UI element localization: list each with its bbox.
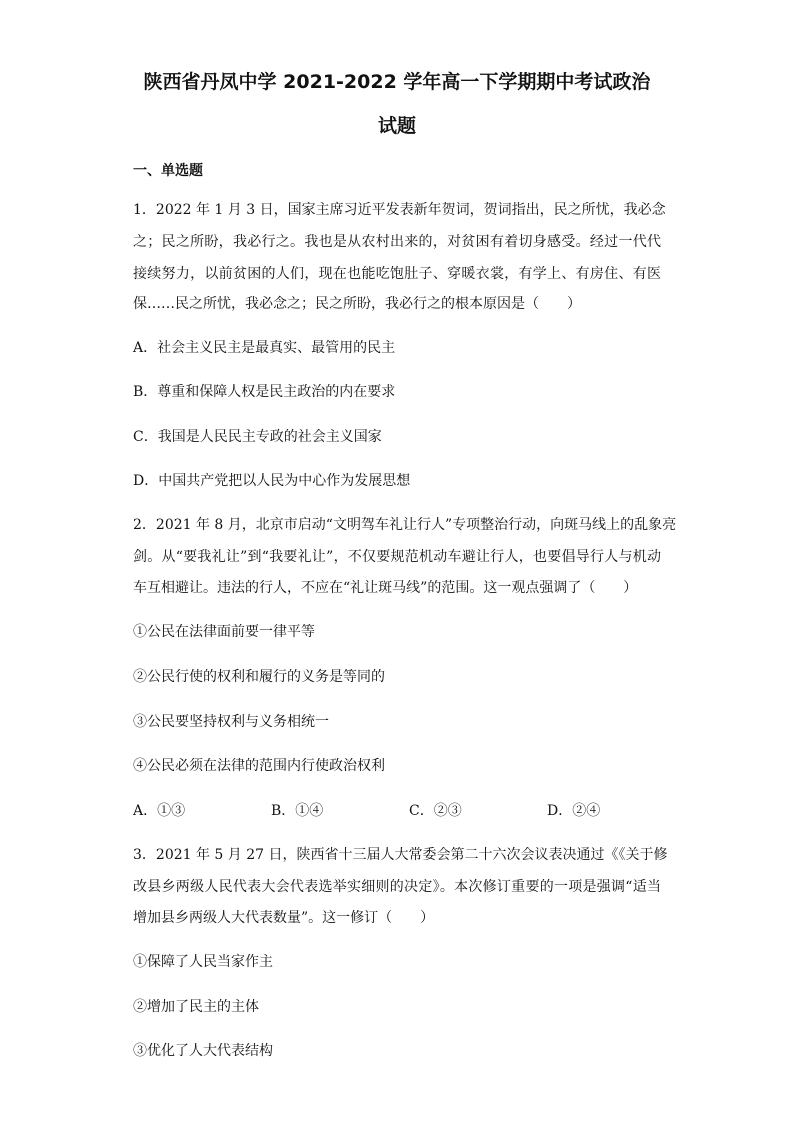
q1-option-d: D．中国共产党把以人民为中心作为发展思想 bbox=[133, 473, 411, 489]
doc-title-line2: 试题 bbox=[377, 115, 416, 137]
q2-stem-line: 车互相避让。违法的行人，不应在“礼让斑马线”的范围。这一观点强调了（ ） bbox=[133, 580, 638, 596]
q1-option-b: B．尊重和保障人权是民主政治的内在要求 bbox=[133, 384, 396, 400]
q3-statement-3: ③优化了人大代表结构 bbox=[133, 1043, 273, 1059]
q1-stem-line: 之；民之所盼，我必行之。我也是从农村出来的，对贫困有着切身感受。经过一代代 bbox=[133, 234, 661, 250]
q3-stem-line: 增加县乡两级人大代表数量”。这一修订（ ） bbox=[133, 910, 435, 926]
section-heading: 一、单选题 bbox=[133, 163, 203, 179]
q2-statement-1: ①公民在法律面前要一律平等 bbox=[133, 624, 315, 640]
q2-choice-c: C．②③ bbox=[409, 803, 462, 819]
q3-stem-line: 改县乡两级人民代表大会代表选举实细则的决定》。本次修订重要的一项是强调“适当 bbox=[133, 879, 661, 895]
q2-stem-line: 2．2021 年 8 月，北京市启动“文明驾车礼让行人”专项整治行动，向斑马线上的乱象亮 bbox=[133, 517, 677, 533]
q1-stem-line: 1．2022 年 1 月 3 日，国家主席习近平发表新年贺词，贺词指出，民之所忧，我必念 bbox=[133, 202, 666, 218]
doc-title-line1: 陕西省丹凤中学 2021-2022 学年高一下学期期中考试政治 bbox=[143, 71, 651, 93]
q1-stem-line: 接续努力，以前贫困的人们，现在也能吃饱肚子、穿暖衣裳，有学上、有房住、有医 bbox=[133, 266, 661, 282]
q2-choice-a: A．①③ bbox=[133, 803, 186, 819]
q1-option-a: A．社会主义民主是最真实、最管用的民主 bbox=[133, 340, 396, 356]
q2-statement-2: ②公民行使的权利和履行的义务是等同的 bbox=[133, 669, 385, 685]
q2-statement-4: ④公民必须在法律的范围内行使政治权利 bbox=[133, 758, 385, 774]
q3-statement-2: ②增加了民主的主体 bbox=[133, 999, 259, 1015]
q2-statement-3: ③公民要坚持权利与义务相统一 bbox=[133, 714, 329, 730]
q3-statement-1: ①保障了人民当家作主 bbox=[133, 954, 273, 970]
q1-stem-line: 保……民之所忧，我必念之；民之所盼，我必行之的根本原因是（ ） bbox=[133, 296, 581, 312]
q2-choice-d: D．②④ bbox=[547, 803, 601, 819]
q2-choice-b: B．①④ bbox=[271, 803, 324, 819]
q2-stem-line: 剑。从“要我礼让”到“我要礼让”，不仅要规范机动车避让行人，也要倡导行人与机动 bbox=[133, 549, 661, 565]
q3-stem-line: 3．2021 年 5 月 27 日，陕西省十三届人大常委会第二十六次会议表决通过《《关于修 bbox=[133, 847, 668, 863]
q1-option-c: C．我国是人民民主专政的社会主义国家 bbox=[133, 429, 382, 445]
